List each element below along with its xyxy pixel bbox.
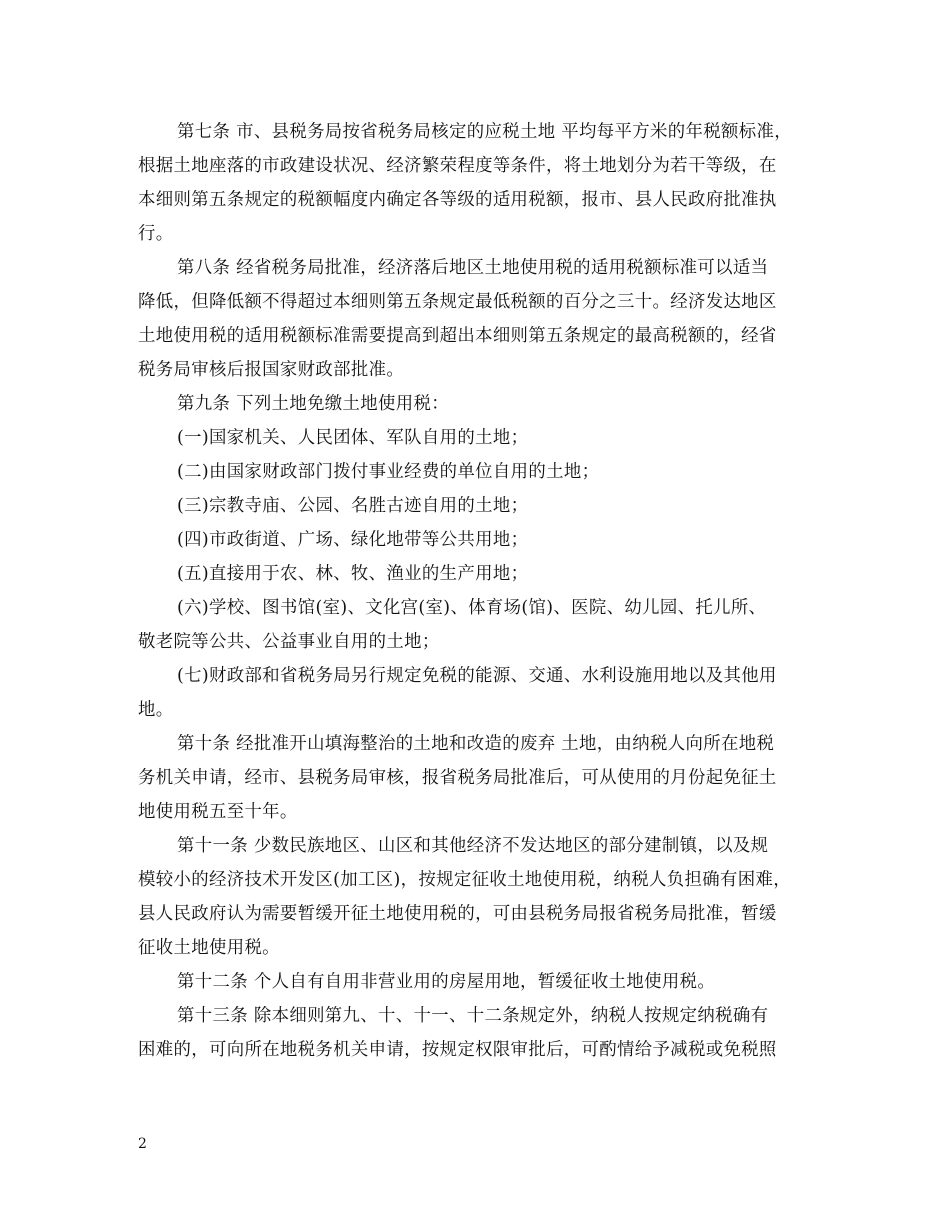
article-8-paragraph <box>138 251 830 387</box>
text-line: 地。 <box>138 700 174 720</box>
text-line: 务机关申请，经市、县税务局审核，报省税务局批准后，可从使用的月份起免征土 <box>138 768 777 788</box>
article-7-paragraph <box>138 115 830 251</box>
text-line: (一)国家机关、人民团体、军队自用的土地； <box>177 428 529 448</box>
article-10-paragraph <box>138 727 830 829</box>
text-line: (三)宗教寺庙、公园、名胜古迹自用的土地； <box>177 496 529 516</box>
list-item-2 <box>138 455 830 489</box>
text-line: (四)市政街道、广场、绿化地带等公共用地； <box>177 530 529 550</box>
text-line: (七)财政部和省税务局另行规定免税的能源、交通、水利设施用地以及其他用 <box>177 666 777 686</box>
text-line: 根据土地座落的市政建设状况、经济繁荣程度等条件，将土地划分为若干等级，在 <box>138 156 777 176</box>
text-line: (二)由国家财政部门拨付事业经费的单位自用的土地； <box>177 462 600 482</box>
text-line: 土地使用税的适用税额标准需要提高到超出本细则第五条规定的最高税额的，经省 <box>138 326 777 346</box>
text-line: 税务局审核后报国家财政部批准。 <box>138 360 405 380</box>
list-item-5 <box>138 557 830 591</box>
list-item-6 <box>138 591 830 659</box>
article-11-paragraph <box>138 829 830 965</box>
text-line: 地使用税五至十年。 <box>138 802 298 822</box>
text-line: 征收土地使用税。 <box>138 938 280 958</box>
text-line: 降低，但降低额不得超过本细则第五条规定最低税额的百分之三十。经济发达地区 <box>138 292 777 312</box>
text-line: 第九条 下列土地免缴土地使用税： <box>177 394 449 414</box>
text-line: (五)直接用于农、林、牧、渔业的生产用地； <box>177 564 529 584</box>
text-line: 县人民政府认为需要暂缓开征土地使用税的，可由县税务局报省税务局批准，暂缓 <box>138 904 777 924</box>
text-line: 敬老院等公共、公益事业自用的土地； <box>138 632 440 652</box>
text-line: 第七条 市、县税务局按省税务局核定的应税土地 平均每平方米的年税额标准， <box>177 122 792 142</box>
text-line: 第十一条 少数民族地区、山区和其他经济不发达地区的部分建制镇，以及规 <box>177 836 769 856</box>
page-number: 2 <box>138 1136 147 1152</box>
text-line: 模较小的经济技术开发区(加工区)，按规定征收土地使用税，纳税人负担确有困难， <box>138 870 791 890</box>
text-line: 第十二条 个人自有自用非营业用的房屋用地，暂缓征收土地使用税。 <box>177 972 716 992</box>
article-13-paragraph <box>138 999 830 1067</box>
list-item-1 <box>138 421 830 455</box>
text-line: 困难的，可向所在地税务机关申请，按规定权限审批后，可酌情给予减税或免税照 <box>138 1040 777 1060</box>
text-line: 第十条 经批准开山填海整治的土地和改造的废弃 土地，由纳税人向所在地税 <box>177 734 775 754</box>
list-item-7 <box>138 659 830 727</box>
article-9-paragraph <box>138 387 830 421</box>
article-12-paragraph <box>138 965 830 999</box>
text-line: 本细则第五条规定的税额幅度内确定各等级的适用税额，报市、县人民政府批准执 <box>138 190 777 210</box>
text-line: 第十三条 除本细则第九、十、十一、十二条规定外，纳税人按规定纳税确有 <box>177 1006 769 1026</box>
document-body <box>138 115 830 1067</box>
list-item-3 <box>138 489 830 523</box>
list-item-4 <box>138 523 830 557</box>
text-line: 第八条 经省税务局批准，经济落后地区土地使用税的适用税额标准可以适当 <box>177 258 769 278</box>
text-line: (六)学校、图书馆(室)、文化宫(室)、体育场(馆)、医院、幼儿园、托儿所、 <box>177 598 767 618</box>
text-line: 行。 <box>138 224 174 244</box>
